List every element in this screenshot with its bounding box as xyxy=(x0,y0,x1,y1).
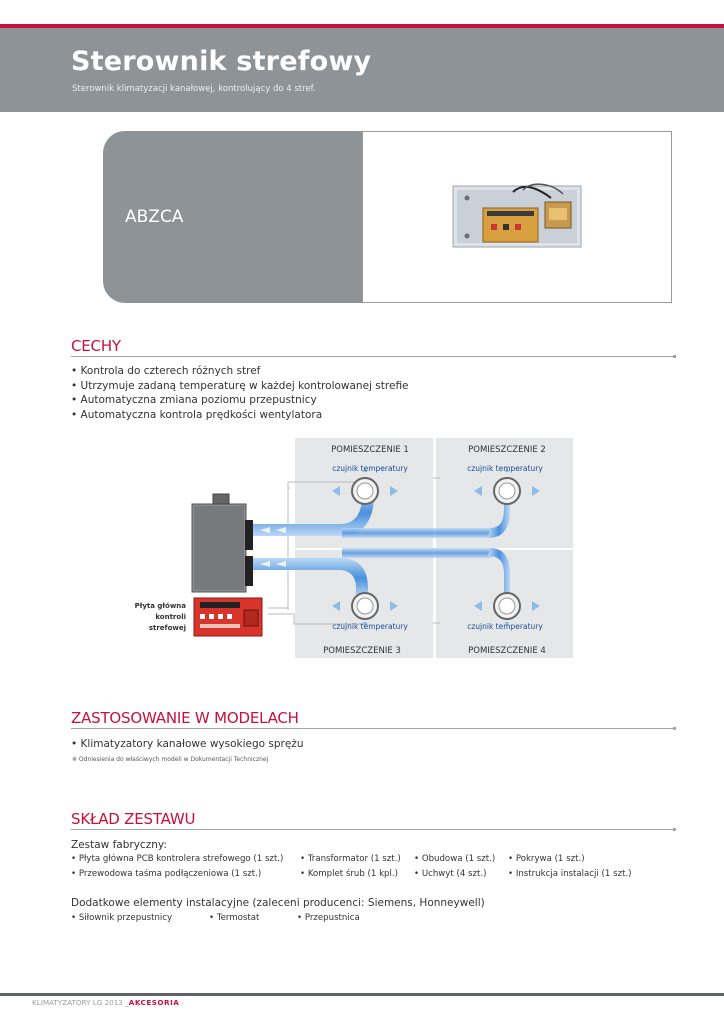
room-label-4: POMIESZCZENIE 4 xyxy=(468,646,546,656)
application-list xyxy=(71,737,303,752)
kit-item: • Pokrywa (1 szt.) xyxy=(508,854,585,864)
application-title: ZASTOSOWANIE W MODELACH xyxy=(71,709,299,727)
footer-section: AKCESORIA xyxy=(128,998,180,1007)
kit-extra-item: • Przepustnica xyxy=(297,913,360,923)
features-divider xyxy=(71,356,674,357)
kit-extra-heading: Dodatkowe elementy instalacyjne (zaleceni producenci: Siemens, Honneywell) xyxy=(71,897,485,909)
diffuser-2 xyxy=(494,478,520,504)
kit-item: • Transformator (1 szt.) xyxy=(300,854,401,864)
product-label-panel xyxy=(103,131,363,303)
kit-divider xyxy=(71,829,674,830)
zone-control-board xyxy=(194,598,262,636)
footer-series: KLIMATYZATORY LG 2013 _ xyxy=(32,998,129,1007)
product-card xyxy=(103,131,672,303)
kit-item: • Uchwyt (4 szt.) xyxy=(414,869,486,879)
feature-item: • Automatyczna kontrola prędkości wentylatora xyxy=(71,408,409,423)
diffuser-3 xyxy=(352,593,378,619)
room-label-2: POMIESZCZENIE 2 xyxy=(468,445,546,455)
sensor-label-4: czujnik temperatury xyxy=(467,622,543,631)
page-title: Sterownik strefowy xyxy=(71,46,372,77)
kit-item: • Komplet śrub (1 kpl.) xyxy=(300,869,398,879)
application-note: ※ Odniesienia do właściwych modeli w Dokumentacji Technicznej xyxy=(72,756,269,763)
feature-item: • Utrzymuje zadaną temperaturę w każdej kontrolowanej strefie xyxy=(71,379,409,394)
kit-extra-item: • Siłownik przepustnicy xyxy=(71,913,172,923)
sensor-label-3: czujnik temperatury xyxy=(332,622,408,631)
product-name: ABZCA xyxy=(125,207,184,227)
kit-item: • Obudowa (1 szt.) xyxy=(414,854,495,864)
board-label-line2: kontroli xyxy=(155,613,186,621)
application-divider xyxy=(71,728,674,729)
room-label-3: POMIESZCZENIE 3 xyxy=(323,646,401,656)
page-subtitle: Sterownik klimatyzacji kanałowej, kontrolujący do 4 stref. xyxy=(72,84,316,94)
features-list xyxy=(71,364,409,422)
kit-item: • Przewodowa taśma podłączeniowa (1 szt.) xyxy=(71,869,261,879)
kit-item: • Instrukcja instalacji (1 szt.) xyxy=(508,869,632,879)
controller-photo xyxy=(363,132,673,304)
footer xyxy=(32,998,179,1007)
footer-line xyxy=(0,993,724,996)
page-header xyxy=(0,28,724,112)
features-title: CECHY xyxy=(71,337,121,355)
diffuser-4 xyxy=(494,593,520,619)
feature-item: • Kontrola do czterech różnych stref xyxy=(71,364,409,379)
application-item: • Klimatyzatory kanałowe wysokiego sprężu xyxy=(71,737,303,752)
board-label-line1: Płyta główna xyxy=(134,602,186,610)
diffuser-1 xyxy=(352,478,378,504)
kit-title: SKŁAD ZESTAWU xyxy=(71,810,196,828)
feature-item: • Automatyczna zmiana poziomu przepustnicy xyxy=(71,393,409,408)
zone-diagram xyxy=(120,438,580,660)
sensor-label-2: czujnik temperatury xyxy=(467,464,543,473)
room-label-1: POMIESZCZENIE 1 xyxy=(331,445,409,455)
kit-item: • Płyta główna PCB kontrolera strefowego (1 szt.) xyxy=(71,854,283,864)
kit-factory-heading: Zestaw fabryczny: xyxy=(71,839,167,851)
sensor-label-1: czujnik temperatury xyxy=(332,464,408,473)
kit-extra-item: • Termostat xyxy=(209,913,259,923)
product-image-panel xyxy=(362,131,672,303)
board-label-line3: strefowej xyxy=(148,624,186,632)
